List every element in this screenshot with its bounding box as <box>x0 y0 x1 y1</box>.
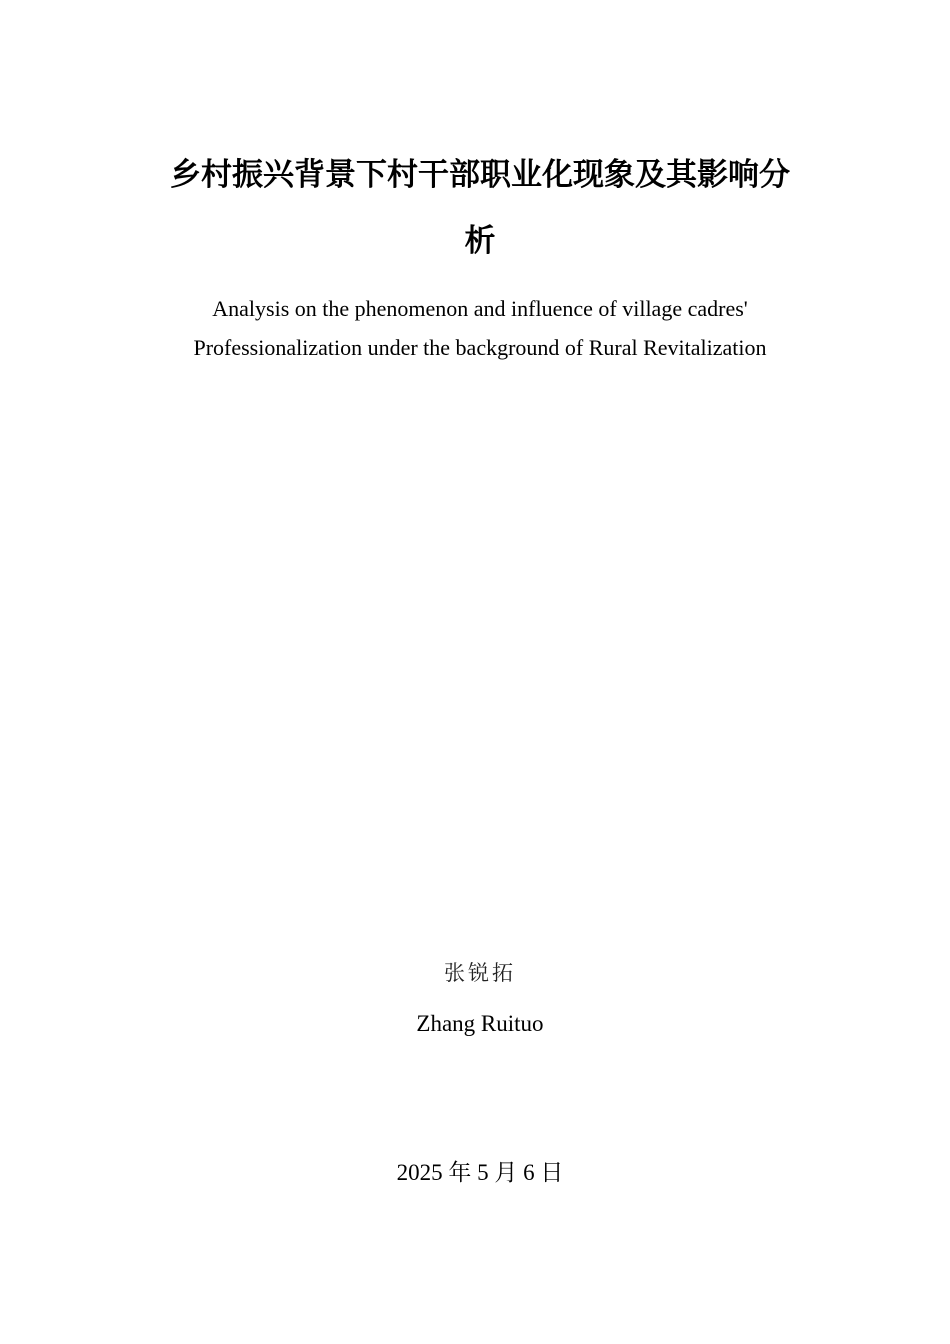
chinese-title-line-1: 乡村振兴背景下村干部职业化现象及其影响分 <box>170 157 790 193</box>
author-name-english: Zhang Ruituo <box>416 1011 544 1036</box>
english-title-line-2: Professionalization under the background of Rural Revitalization <box>193 335 767 360</box>
author-name-chinese: 张锐拓 <box>444 961 516 985</box>
chinese-title-line-2: 析 <box>464 223 496 259</box>
document-date: 2025 年 5 月 6 日 <box>396 1160 564 1185</box>
english-title-line-1: Analysis on the phenomenon and influence of village cadres' <box>212 296 748 321</box>
